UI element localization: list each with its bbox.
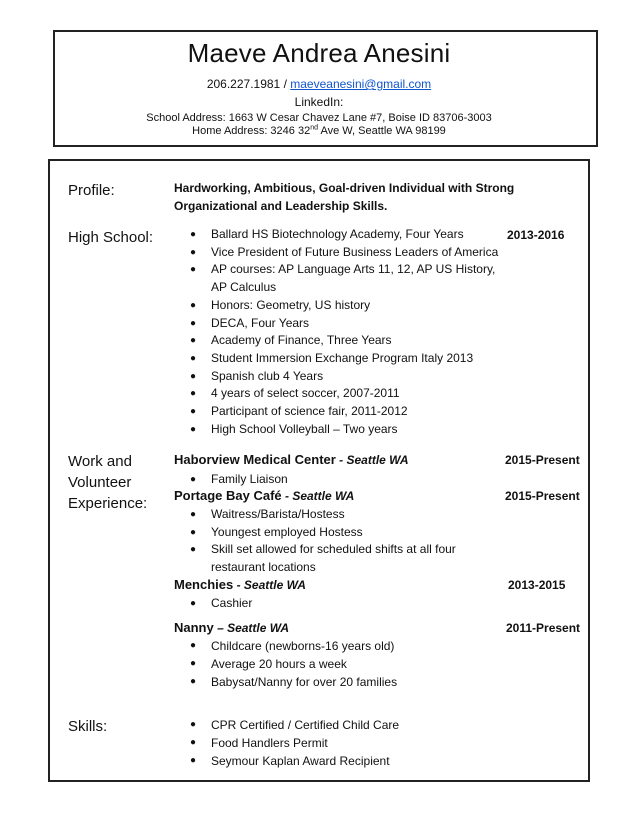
- list-item: ● Honors: Geometry, US history: [190, 297, 371, 312]
- list-item: ● AP courses: AP Language Arts 11, 12, AP US History,: [190, 262, 496, 277]
- profile-line-2: Organizational and Leadership Skills.: [174, 199, 388, 213]
- list-item: ● Spanish club 4 Years: [190, 368, 324, 383]
- list-item: ● Seymour Kaplan Award Recipient: [190, 754, 390, 768]
- list-item: ● Academy of Finance, Three Years: [190, 333, 392, 348]
- list-item: ● Youngest employed Hostess: [190, 524, 363, 539]
- work-label-line-3: Experience:: [68, 495, 148, 512]
- contact-line: [0, 77, 638, 91]
- list-item: ● Waitress/Barista/Hostess: [190, 507, 345, 521]
- list-item: ● Ballard HS Biotechnology Academy, Four Years: [190, 227, 464, 241]
- job-date-harborview: 2015-Present: [505, 453, 580, 467]
- skills-list: [190, 716, 399, 770]
- list-item: ● CPR Certified / Certified Child Care: [190, 718, 400, 732]
- profile-line-1: Hardworking, Ambitious, Goal-driven Individual with Strong: [174, 181, 515, 195]
- harborview-duties: [190, 471, 288, 489]
- work-label-line-2: Volunteer: [68, 474, 132, 491]
- job-title-portage-bay: Portage Bay Café - Seattle WA: [174, 488, 355, 503]
- job-date-menchies: 2013-2015: [508, 578, 566, 592]
- home-address: Home Address: 3246 32nd Ave W, Seattle WA 98199: [192, 124, 446, 137]
- menchies-duties: [190, 595, 252, 613]
- job-title-menchies: Menchies - Seattle WA: [174, 577, 306, 592]
- list-item: ● Family Liaison: [190, 472, 288, 486]
- list-item: ● Childcare (newborns-16 years old): [190, 639, 395, 653]
- job-date-portage-bay: 2015-Present: [505, 489, 580, 503]
- nanny-duties: [190, 637, 397, 691]
- school-address: School Address: 1663 W Cesar Chavez Lane #7, Boise ID 83706-3003: [146, 112, 492, 124]
- list-item: AP Calculus: [211, 280, 277, 295]
- portage-bay-duties: [190, 506, 456, 576]
- list-item: restaurant locations: [211, 559, 316, 574]
- list-item: ● Vice President of Future Business Leaders of America: [190, 244, 499, 259]
- profile-label: Profile:: [68, 182, 115, 199]
- profile-summary: [174, 179, 534, 215]
- high-school-label: High School:: [68, 229, 154, 246]
- job-date-nanny: 2011-Present: [506, 621, 581, 635]
- list-item: ● Cashier: [190, 596, 253, 610]
- resume-name: Maeve Andrea Anesini: [187, 38, 451, 68]
- list-item: ● DECA, Four Years: [190, 315, 310, 330]
- work-label-line-1: Work and: [68, 453, 132, 470]
- high-school-date: 2013-2016: [507, 228, 565, 242]
- high-school-list: [190, 226, 498, 438]
- list-item: ● Student Immersion Exchange Program Italy 2013: [190, 350, 474, 365]
- skills-label: Skills:: [68, 718, 108, 735]
- list-item: ● Average 20 hours a week: [190, 657, 347, 671]
- phone-number: 206.227.1981 /: [206, 77, 287, 91]
- list-item: ● Babysat/Nanny for over 20 families: [190, 675, 398, 689]
- list-item: ● Participant of science fair, 2011-2012: [190, 404, 408, 419]
- job-title-harborview: Haborview Medical Center - Seattle WA: [174, 452, 409, 467]
- list-item: ● 4 years of select soccer, 2007-2011: [190, 386, 400, 401]
- job-title-nanny: Nanny – Seattle WA: [174, 620, 290, 635]
- list-item: ● High School Volleyball – Two years: [190, 421, 398, 436]
- list-item: ● Skill set allowed for scheduled shifts at all four: [190, 542, 456, 557]
- linkedin-label: LinkedIn:: [294, 95, 344, 109]
- email-link[interactable]: maeveanesini@gmail.com: [290, 77, 432, 91]
- list-item: ● Food Handlers Permit: [190, 736, 328, 750]
